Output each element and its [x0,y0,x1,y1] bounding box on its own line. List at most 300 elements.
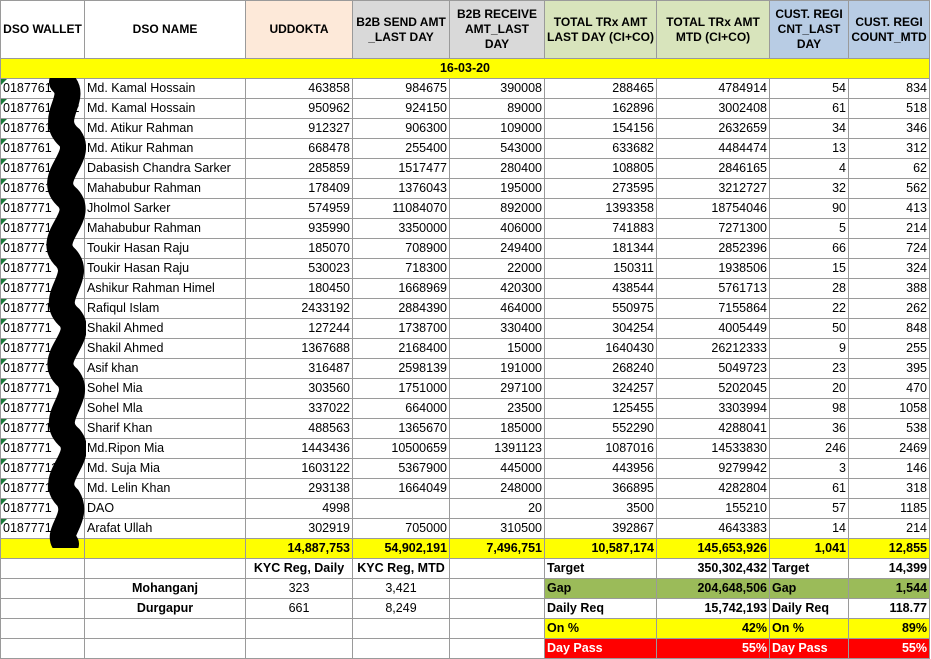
cell-trx-last-day[interactable]: 552290 [545,419,657,439]
cell-dso-wallet[interactable]: 0187771 [1,439,85,459]
total-uddokta[interactable]: 14,887,753 [246,539,353,559]
cell-dso-name[interactable]: Md. Kamal Hossain [85,79,246,99]
error-indicator-icon [1,439,7,445]
cell-trx-last-day[interactable]: 633682 [545,139,657,159]
table-row [1,259,930,279]
cell-regi-last-day[interactable]: 90 [770,199,849,219]
cell-dso-wallet[interactable]: 01877610132 [1,79,85,99]
totals-blank-2[interactable] [85,539,246,559]
cell-dso-wallet[interactable]: 0187761 [1,139,85,159]
kyc-blank[interactable] [85,559,246,579]
error-indicator-icon [1,159,7,165]
cell-uddokta[interactable]: 463858 [246,79,353,99]
cell-regi-last-day[interactable]: 66 [770,239,849,259]
error-indicator-icon [1,179,7,185]
total-trx-last[interactable]: 10,587,174 [545,539,657,559]
kyc-blank[interactable] [353,639,450,659]
summary-blank[interactable] [1,619,85,639]
cell-b2b-send[interactable]: 2884390 [353,299,450,319]
cell-b2b-receive[interactable]: 464000 [450,299,545,319]
cell-trx-mtd[interactable]: 2852396 [657,239,770,259]
summary-label-on[interactable]: On % [545,619,657,639]
cell-uddokta[interactable]: 530023 [246,259,353,279]
cell-regi-last-day[interactable]: 57 [770,499,849,519]
cell-regi-mtd[interactable]: 318 [849,479,930,499]
cell-trx-last-day[interactable]: 288465 [545,79,657,99]
cell-regi-mtd[interactable]: 413 [849,199,930,219]
cell-trx-last-day[interactable]: 438544 [545,279,657,299]
cell-b2b-send[interactable]: 10500659 [353,439,450,459]
cell-b2b-send[interactable]: 2598139 [353,359,450,379]
cell-regi-mtd[interactable]: 834 [849,79,930,99]
cell-dso-name[interactable]: Md. Lelin Khan [85,479,246,499]
kyc-blank[interactable] [246,639,353,659]
summary-row-gap [1,579,930,599]
cell-b2b-send[interactable]: 3350000 [353,219,450,239]
cell-b2b-receive[interactable]: 191000 [450,359,545,379]
cell-regi-mtd[interactable]: 262 [849,299,930,319]
cell-regi-last-day[interactable]: 61 [770,479,849,499]
cell-b2b-send[interactable]: 1738700 [353,319,450,339]
header-dso-wallet[interactable]: DSO WALLET [1,1,85,59]
cell-trx-mtd[interactable]: 4484474 [657,139,770,159]
cell-trx-last-day[interactable]: 392867 [545,519,657,539]
cell-dso-name[interactable]: Sohel Mla [85,399,246,419]
cell-trx-mtd[interactable]: 4784914 [657,79,770,99]
cell-regi-mtd[interactable]: 62 [849,159,930,179]
summary-blank[interactable] [1,639,85,659]
cell-b2b-send[interactable]: 1751000 [353,379,450,399]
cell-dso-name[interactable]: Asif khan [85,359,246,379]
summary-label-regi-daypass[interactable]: Day Pass [770,639,849,659]
kyc-mtd[interactable]: 8,249 [353,599,450,619]
kyc-area[interactable]: Mohanganj [85,579,246,599]
table-row [1,479,930,499]
cell-b2b-receive[interactable]: 23500 [450,399,545,419]
cell-b2b-receive[interactable]: 543000 [450,139,545,159]
cell-trx-mtd[interactable]: 7155864 [657,299,770,319]
cell-regi-last-day[interactable]: 14 [770,519,849,539]
cell-trx-mtd[interactable]: 155210 [657,499,770,519]
cell-regi-mtd[interactable]: 324 [849,259,930,279]
cell-uddokta[interactable]: 303560 [246,379,353,399]
cell-dso-wallet[interactable]: 0187761 [1,159,85,179]
error-indicator-icon [1,79,7,85]
kyc-blank[interactable] [353,619,450,639]
report-date[interactable]: 16-03-20 [1,59,930,79]
cell-dso-wallet[interactable]: 01877712 [1,479,85,499]
cell-uddokta[interactable]: 1443436 [246,439,353,459]
cell-trx-last-day[interactable]: 125455 [545,399,657,419]
cell-regi-mtd[interactable]: 346 [849,119,930,139]
table-row [1,359,930,379]
table-row [1,239,930,259]
cell-regi-mtd[interactable]: 214 [849,219,930,239]
total-trx-mtd[interactable]: 145,653,926 [657,539,770,559]
cell-uddokta[interactable]: 950962 [246,99,353,119]
header-b2b-receive[interactable]: B2B RECEIVE AMT_LAST DAY [450,1,545,59]
cell-b2b-receive[interactable]: 892000 [450,199,545,219]
cell-dso-name[interactable]: Md.Ripon Mia [85,439,246,459]
cell-trx-mtd[interactable]: 5761713 [657,279,770,299]
cell-trx-last-day[interactable]: 324257 [545,379,657,399]
header-dso-name[interactable]: DSO NAME [85,1,246,59]
cell-dso-name[interactable]: Toukir Hasan Raju [85,259,246,279]
cell-regi-mtd[interactable]: 1058 [849,399,930,419]
cell-b2b-send[interactable] [353,499,450,519]
cell-b2b-receive[interactable]: 406000 [450,219,545,239]
cell-trx-last-day[interactable]: 181344 [545,239,657,259]
cell-trx-mtd[interactable]: 2846165 [657,159,770,179]
cell-trx-mtd[interactable]: 3212727 [657,179,770,199]
cell-uddokta[interactable]: 293138 [246,479,353,499]
cell-dso-name[interactable]: Dabasish Chandra Sarker [85,159,246,179]
cell-b2b-send[interactable]: 1365670 [353,419,450,439]
summary-blank[interactable] [1,559,85,579]
cell-regi-mtd[interactable]: 848 [849,319,930,339]
summary-spacer[interactable] [450,639,545,659]
summary-label-regi-dailyreq[interactable]: Daily Req [770,599,849,619]
total-send[interactable]: 54,902,191 [353,539,450,559]
cell-regi-mtd[interactable]: 2469 [849,439,930,459]
cell-dso-name[interactable]: Shakil Ahmed [85,319,246,339]
totals-blank-1[interactable] [1,539,85,559]
summary-label-gap[interactable]: Gap [545,579,657,599]
cell-trx-last-day[interactable]: 1393358 [545,199,657,219]
cell-dso-name[interactable]: DAO [85,499,246,519]
cell-dso-wallet[interactable]: 0187771 [1,199,85,219]
cell-dso-name[interactable]: Toukir Hasan Raju [85,239,246,259]
cell-uddokta[interactable]: 2433192 [246,299,353,319]
cell-trx-mtd[interactable]: 4282804 [657,479,770,499]
cell-dso-wallet[interactable]: 0187761 [1,119,85,139]
cell-regi-last-day[interactable]: 32 [770,179,849,199]
kyc-blank[interactable] [246,619,353,639]
error-indicator-icon [1,99,7,105]
kyc-header-daily[interactable]: KYC Reg, Daily [246,559,353,579]
cell-dso-wallet[interactable]: 0187771 [1,499,85,519]
cell-b2b-send[interactable]: 984675 [353,79,450,99]
cell-b2b-send[interactable]: 924150 [353,99,450,119]
cell-trx-mtd[interactable]: 4005449 [657,319,770,339]
summary-blank[interactable] [1,599,85,619]
cell-regi-last-day[interactable]: 9 [770,339,849,359]
table-row [1,79,930,99]
cell-trx-last-day[interactable]: 273595 [545,179,657,199]
cell-regi-last-day[interactable]: 5 [770,219,849,239]
cell-uddokta[interactable]: 302919 [246,519,353,539]
cell-trx-mtd[interactable]: 5202045 [657,379,770,399]
cell-b2b-send[interactable]: 1668969 [353,279,450,299]
cell-uddokta[interactable]: 1367688 [246,339,353,359]
cell-b2b-receive[interactable]: 445000 [450,459,545,479]
summary-row-on [1,619,930,639]
cell-regi-last-day[interactable]: 22 [770,299,849,319]
summary-blank[interactable] [1,579,85,599]
cell-trx-last-day[interactable]: 268240 [545,359,657,379]
cell-trx-last-day[interactable]: 443956 [545,459,657,479]
cell-b2b-receive[interactable]: 195000 [450,179,545,199]
cell-b2b-send[interactable]: 1517477 [353,159,450,179]
cell-regi-last-day[interactable]: 50 [770,319,849,339]
summary-regi-gap[interactable]: 1,544 [849,579,930,599]
cell-regi-mtd[interactable]: 214 [849,519,930,539]
error-indicator-icon [1,499,7,505]
error-indicator-icon [1,279,7,285]
kyc-header-mtd[interactable]: KYC Reg, MTD [353,559,450,579]
summary-label-regi-on[interactable]: On % [770,619,849,639]
cell-dso-wallet[interactable]: 0187771 [1,399,85,419]
table-row [1,199,930,219]
table-row [1,379,930,399]
summary-label-regi-gap[interactable]: Gap [770,579,849,599]
cell-regi-last-day[interactable]: 36 [770,419,849,439]
cell-b2b-send[interactable]: 718300 [353,259,450,279]
cell-trx-last-day[interactable]: 1640430 [545,339,657,359]
cell-trx-mtd[interactable]: 4643383 [657,519,770,539]
cell-dso-wallet[interactable]: 0187771 [1,299,85,319]
cell-dso-name[interactable]: Md. Kamal Hossain [85,99,246,119]
cell-dso-wallet[interactable]: 0187771 [1,239,85,259]
cell-b2b-send[interactable]: 906300 [353,119,450,139]
cell-uddokta[interactable]: 668478 [246,139,353,159]
header-uddokta[interactable]: UDDOKTA [246,1,353,59]
cell-trx-last-day[interactable]: 162896 [545,99,657,119]
cell-dso-wallet[interactable]: 0187771 [1,259,85,279]
cell-b2b-receive[interactable]: 420300 [450,279,545,299]
error-indicator-icon [1,519,7,525]
cell-regi-mtd[interactable]: 724 [849,239,930,259]
cell-regi-last-day[interactable]: 13 [770,139,849,159]
cell-trx-last-day[interactable]: 154156 [545,119,657,139]
cell-dso-wallet[interactable]: 0187771 [1,359,85,379]
kyc-area[interactable]: Durgapur [85,599,246,619]
cell-b2b-send[interactable]: 255400 [353,139,450,159]
cell-regi-mtd[interactable]: 518 [849,99,930,119]
cell-uddokta[interactable]: 316487 [246,359,353,379]
table-row [1,299,930,319]
cell-trx-mtd[interactable]: 3002408 [657,99,770,119]
cell-dso-name[interactable]: Md. Atikur Rahman [85,119,246,139]
kyc-daily[interactable]: 323 [246,579,353,599]
cell-b2b-receive[interactable]: 89000 [450,99,545,119]
cell-regi-last-day[interactable]: 246 [770,439,849,459]
summary-regi-dailyreq[interactable]: 118.77 [849,599,930,619]
cell-uddokta[interactable]: 178409 [246,179,353,199]
cell-uddokta[interactable]: 180450 [246,279,353,299]
error-indicator-icon [1,139,7,145]
summary-spacer[interactable] [450,599,545,619]
summary-trx-gap[interactable]: 204,648,506 [657,579,770,599]
cell-trx-mtd[interactable]: 4288041 [657,419,770,439]
summary-regi-target[interactable]: 14,399 [849,559,930,579]
cell-regi-last-day[interactable]: 4 [770,159,849,179]
header-b2b-send[interactable]: B2B SEND AMT _LAST DAY [353,1,450,59]
header-trx-mtd[interactable]: TOTAL TRx AMT MTD (CI+CO) [657,1,770,59]
cell-b2b-receive[interactable]: 390008 [450,79,545,99]
cell-b2b-send[interactable]: 708900 [353,239,450,259]
summary-spacer[interactable] [450,619,545,639]
summary-trx-daypass[interactable]: 55% [657,639,770,659]
summary-regi-on[interactable]: 89% [849,619,930,639]
cell-dso-name[interactable]: Mahabubur Rahman [85,179,246,199]
cell-dso-name[interactable]: Md. Atikur Rahman [85,139,246,159]
table-row [1,119,930,139]
cell-uddokta[interactable]: 912327 [246,119,353,139]
table-row [1,159,930,179]
kyc-blank[interactable] [85,639,246,659]
cell-regi-mtd[interactable]: 538 [849,419,930,439]
cell-dso-wallet[interactable]: 0187771 [1,219,85,239]
kyc-daily[interactable]: 661 [246,599,353,619]
cell-dso-name[interactable]: Arafat Ullah [85,519,246,539]
cell-dso-wallet[interactable]: 0187771 [1,419,85,439]
summary-label-daypass[interactable]: Day Pass [545,639,657,659]
summary-label-target[interactable]: Target [545,559,657,579]
cell-b2b-send[interactable]: 1376043 [353,179,450,199]
header-regi-mtd[interactable]: CUST. REGI COUNT_MTD [849,1,930,59]
summary-trx-target[interactable]: 350,302,432 [657,559,770,579]
cell-trx-mtd[interactable]: 5049723 [657,359,770,379]
cell-b2b-send[interactable]: 664000 [353,399,450,419]
cell-trx-mtd[interactable]: 18754046 [657,199,770,219]
cell-dso-name[interactable]: Rafiqul Islam [85,299,246,319]
cell-b2b-receive[interactable]: 310500 [450,519,545,539]
cell-dso-name[interactable]: Mahabubur Rahman [85,219,246,239]
cell-trx-last-day[interactable]: 550975 [545,299,657,319]
cell-dso-wallet[interactable]: 0187771 [1,319,85,339]
summary-spacer[interactable] [450,559,545,579]
summary-trx-on[interactable]: 42% [657,619,770,639]
cell-regi-mtd[interactable]: 388 [849,279,930,299]
total-regi-mtd[interactable]: 12,855 [849,539,930,559]
cell-b2b-send[interactable]: 1664049 [353,479,450,499]
cell-regi-mtd[interactable]: 562 [849,179,930,199]
cell-trx-mtd[interactable]: 3303994 [657,399,770,419]
cell-dso-wallet[interactable]: 0187761 [1,179,85,199]
cell-b2b-receive[interactable]: 1391123 [450,439,545,459]
cell-trx-last-day[interactable]: 741883 [545,219,657,239]
cell-dso-name[interactable]: Md. Suja Mia [85,459,246,479]
cell-dso-wallet[interactable]: 0187771 [1,279,85,299]
summary-regi-daypass[interactable]: 55% [849,639,930,659]
cell-b2b-receive[interactable]: 185000 [450,419,545,439]
kyc-mtd[interactable]: 3,421 [353,579,450,599]
cell-trx-mtd[interactable]: 1938506 [657,259,770,279]
summary-row-dailyreq [1,599,930,619]
cell-regi-mtd[interactable]: 395 [849,359,930,379]
cell-trx-mtd[interactable]: 26212333 [657,339,770,359]
cell-regi-last-day[interactable]: 28 [770,279,849,299]
summary-trx-dailyreq[interactable]: 15,742,193 [657,599,770,619]
date-row [1,59,930,79]
error-indicator-icon [1,299,7,305]
cell-uddokta[interactable]: 1603122 [246,459,353,479]
cell-b2b-receive[interactable]: 22000 [450,259,545,279]
cell-b2b-receive[interactable]: 15000 [450,339,545,359]
cell-dso-name[interactable]: Sharif Khan [85,419,246,439]
cell-regi-last-day[interactable]: 98 [770,399,849,419]
cell-regi-last-day[interactable]: 54 [770,79,849,99]
cell-dso-name[interactable]: Sohel Mia [85,379,246,399]
cell-uddokta[interactable]: 127244 [246,319,353,339]
cell-b2b-send[interactable]: 2168400 [353,339,450,359]
cell-dso-wallet[interactable]: 01877610132 [1,99,85,119]
cell-b2b-send[interactable]: 5367900 [353,459,450,479]
kyc-blank[interactable] [85,619,246,639]
total-regi-last[interactable]: 1,041 [770,539,849,559]
cell-regi-mtd[interactable]: 470 [849,379,930,399]
cell-b2b-receive[interactable]: 297100 [450,379,545,399]
cell-b2b-receive[interactable]: 330400 [450,319,545,339]
error-indicator-icon [1,479,7,485]
cell-dso-wallet[interactable]: 01877711 [1,459,85,479]
cell-b2b-send[interactable]: 11084070 [353,199,450,219]
cell-trx-last-day[interactable]: 108805 [545,159,657,179]
cell-uddokta[interactable]: 4998 [246,499,353,519]
cell-regi-mtd[interactable]: 312 [849,139,930,159]
summary-spacer[interactable] [450,579,545,599]
cell-b2b-receive[interactable]: 20 [450,499,545,519]
cell-regi-last-day[interactable]: 20 [770,379,849,399]
cell-trx-last-day[interactable]: 150311 [545,259,657,279]
header-regi-last-day[interactable]: CUST. REGI CNT_LAST DAY [770,1,849,59]
summary-row-target [1,559,930,579]
cell-b2b-receive[interactable]: 280400 [450,159,545,179]
table-row [1,219,930,239]
cell-trx-mtd[interactable]: 9279942 [657,459,770,479]
cell-uddokta[interactable]: 337022 [246,399,353,419]
cell-trx-mtd[interactable]: 14533830 [657,439,770,459]
cell-trx-mtd[interactable]: 2632659 [657,119,770,139]
cell-regi-mtd[interactable]: 255 [849,339,930,359]
cell-regi-mtd[interactable]: 1185 [849,499,930,519]
cell-uddokta[interactable]: 574959 [246,199,353,219]
cell-dso-wallet[interactable]: 0187771 [1,519,85,539]
cell-dso-name[interactable]: Shakil Ahmed [85,339,246,359]
cell-dso-wallet[interactable]: 0187771 [1,339,85,359]
table-row [1,339,930,359]
cell-dso-name[interactable]: Ashikur Rahman Himel [85,279,246,299]
cell-b2b-receive[interactable]: 109000 [450,119,545,139]
cell-regi-last-day[interactable]: 3 [770,459,849,479]
header-trx-last-day[interactable]: TOTAL TRx AMT LAST DAY (CI+CO) [545,1,657,59]
summary-label-dailyreq[interactable]: Daily Req [545,599,657,619]
cell-regi-last-day[interactable]: 15 [770,259,849,279]
cell-b2b-receive[interactable]: 249400 [450,239,545,259]
cell-b2b-receive[interactable]: 248000 [450,479,545,499]
cell-uddokta[interactable]: 285859 [246,159,353,179]
cell-trx-last-day[interactable]: 1087016 [545,439,657,459]
cell-dso-name[interactable]: Jholmol Sarker [85,199,246,219]
cell-regi-last-day[interactable]: 23 [770,359,849,379]
table-row [1,419,930,439]
cell-trx-mtd[interactable]: 7271300 [657,219,770,239]
cell-trx-last-day[interactable]: 3500 [545,499,657,519]
cell-b2b-send[interactable]: 705000 [353,519,450,539]
cell-regi-last-day[interactable]: 34 [770,119,849,139]
cell-trx-last-day[interactable]: 304254 [545,319,657,339]
cell-uddokta[interactable]: 935990 [246,219,353,239]
cell-uddokta[interactable]: 488563 [246,419,353,439]
cell-regi-mtd[interactable]: 146 [849,459,930,479]
total-receive[interactable]: 7,496,751 [450,539,545,559]
cell-dso-wallet[interactable]: 0187771 [1,379,85,399]
cell-regi-last-day[interactable]: 61 [770,99,849,119]
cell-uddokta[interactable]: 185070 [246,239,353,259]
cell-trx-last-day[interactable]: 366895 [545,479,657,499]
summary-label-regi-target[interactable]: Target [770,559,849,579]
